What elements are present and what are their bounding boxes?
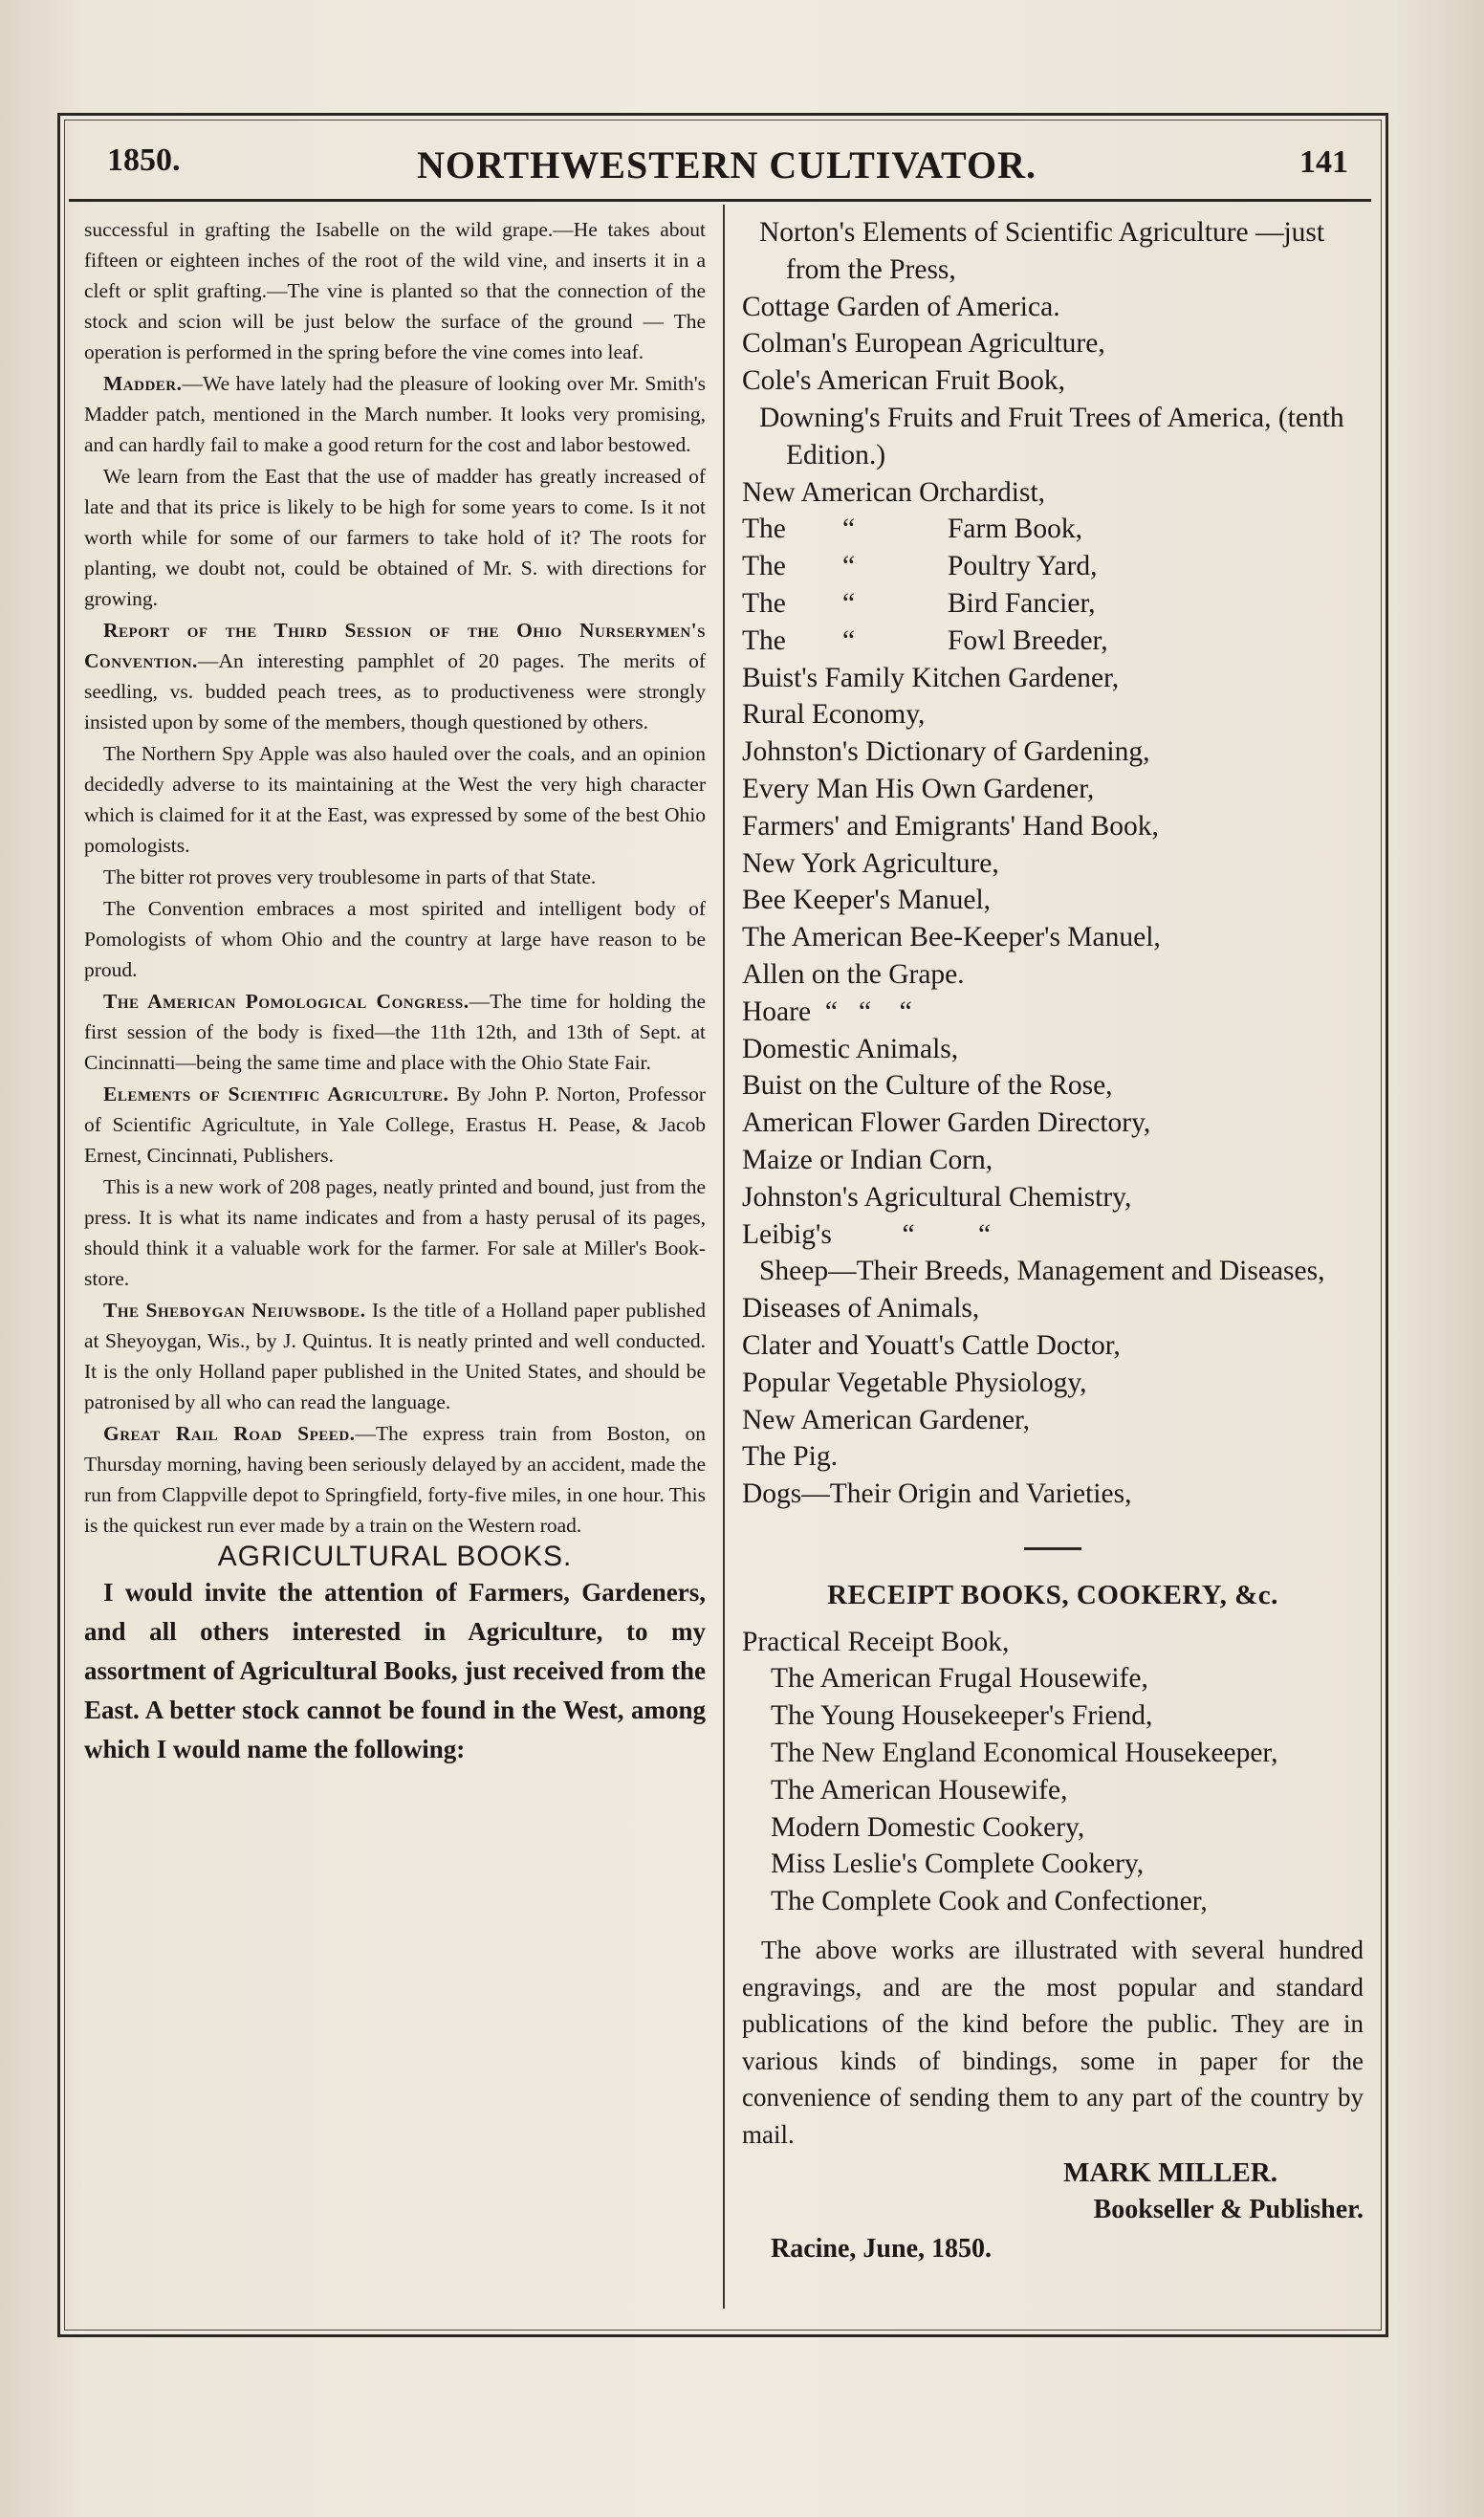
article-grafting: successful in grafting the Isabelle on the wild grape.—He takes about fifteen or eighteen inches of the root of the wild vine, and inserts it in a cleft or split grafting.—The vine is planted so that the connection of the stock and scion will be just below the surface of the ground — The operation is performed in the spring before the vine comes into leaf. xyxy=(84,218,706,363)
receipt-item: The American Housewife, xyxy=(771,1774,1068,1806)
signature-name: MARK MILLER. xyxy=(1063,2157,1277,2189)
book-item: Rural Economy, xyxy=(742,699,926,731)
ditto-row xyxy=(742,548,1364,585)
book-item: Maize or Indian Corn, xyxy=(742,1144,993,1175)
book-item: Downing's Fruits and Fruit Trees of America, (tenth Edition.) xyxy=(759,402,1344,471)
article-elements xyxy=(84,1079,706,1171)
rail-road-text: —The express train from Boston, on Thursday morning, having been seriously delayed by an accident, made the run from Clappville depot to Springfield, forty-five miles, in one hour. This is the quickest run ever made by a train on the Western road. xyxy=(84,1422,706,1537)
ditto-row xyxy=(742,511,1364,548)
column-divider xyxy=(723,205,725,2309)
receipt-item: Modern Domestic Cookery, xyxy=(771,1811,1085,1843)
agricultural-books-heading: AGRICULTURAL BOOKS. xyxy=(217,1541,573,1572)
book-item: Popular Vegetable Physiology, xyxy=(742,1367,1087,1398)
ditto-title: Bird Fancier, xyxy=(948,587,1096,619)
ditto-mark: “ xyxy=(842,514,856,545)
right-column xyxy=(742,214,1364,2267)
nursery-report-label: Report of the Third Session of the Ohio Nurserymen's Convention. xyxy=(84,619,706,672)
book-item: The American Bee-Keeper's Manuel, xyxy=(742,922,1161,953)
neiuwsbode-text: Is the title of a Holland paper published at Sheyoygan, Wis., by J. Quintus. It is neatly printed and well conducted. It is the only Holland paper published in the United States, and should be patronised by all who can read the language. xyxy=(84,1299,706,1413)
congress-label: The American Pomological Congress. xyxy=(103,990,469,1013)
book-list-b xyxy=(742,660,1364,1513)
book-item: Johnston's Dictionary of Gardening, xyxy=(742,736,1150,768)
closing-paragraph: The above works are illustrated with several hundred engravings, and are the most popular and standard publications of the kind before the public. They are in various kinds of bindings, some in paper for the convenience of sending them to any part of the country by mail. xyxy=(742,1936,1364,2149)
article-northern-spy: The Northern Spy Apple was also hauled over the coals, and an opinion decidedly adverse to its maintaining at the West the very high character which is claimed for it at the East, was expressed by some of the best Ohio pomologists. xyxy=(84,742,706,857)
ditto-title: Fowl Breeder, xyxy=(948,624,1108,656)
receipt-item: The New England Economical Housekeeper, xyxy=(771,1738,1278,1769)
neiuwsbode-label: The Sheboygan Neiuwsbode. xyxy=(103,1299,366,1322)
article-madder-price: We learn from the East that the use of madder has greatly increased of late and that its price is likely to be high for some years to come. Is it not worth while for some of our farmers to take hold of it? The roots for planting, we doubt not, could be obtained of Mr. S. with directions for growing. xyxy=(84,465,706,610)
book-item: Domestic Animals, xyxy=(742,1033,959,1064)
article-neiuwsbode xyxy=(84,1295,706,1417)
rail-road-label: Great Rail Road Speed. xyxy=(103,1422,356,1445)
receipt-item: Practical Receipt Book, xyxy=(742,1626,1010,1657)
ditto-article: The xyxy=(742,624,786,656)
book-item: Every Man His Own Gardener, xyxy=(742,773,1095,804)
receipt-list xyxy=(742,1624,1364,1920)
ditto-row xyxy=(742,585,1364,623)
elements-label: Elements of Scientific Agriculture. xyxy=(103,1083,449,1105)
book-item: Clater and Youatt's Cattle Doctor, xyxy=(742,1329,1121,1361)
receipt-item: Miss Leslie's Complete Cookery, xyxy=(771,1849,1145,1880)
article-rail-road xyxy=(84,1418,706,1541)
book-item: Dogs—Their Origin and Varieties, xyxy=(742,1478,1132,1510)
header-title: NORTHWESTERN CULTIVATOR. xyxy=(417,143,1037,186)
ditto-mark: “ xyxy=(842,624,856,656)
book-item: Diseases of Animals, xyxy=(742,1293,980,1324)
nursery-report-text: —An interesting pamphlet of 20 pages. The merits of seedling, vs. budded peach trees, as to productiveness were strongly insisted upon by some of the members, though questioned by others. xyxy=(84,649,706,733)
receipt-books-heading: RECEIPT BOOKS, COOKERY, &c. xyxy=(827,1579,1278,1610)
book-item: New American Gardener, xyxy=(742,1404,1031,1435)
book-item: Buist's Family Kitchen Gardener, xyxy=(742,662,1120,693)
book-item: The Pig. xyxy=(742,1441,838,1473)
book-item: Sheep—Their Breeds, Management and Diseases, xyxy=(759,1256,1325,1287)
book-item: New York Agriculture, xyxy=(742,847,999,879)
receipt-item: The American Frugal Housewife, xyxy=(771,1663,1148,1695)
header-page-number: 141 xyxy=(1299,144,1348,180)
book-item: Buist on the Culture of the Rose, xyxy=(742,1070,1113,1102)
article-bitter-rot: The bitter rot proves very troublesome in parts of that State. xyxy=(103,865,597,888)
book-item: Bee Keeper's Manuel, xyxy=(742,885,992,916)
article-pomological-congress xyxy=(84,986,706,1078)
madder-label: Madder. xyxy=(103,372,183,395)
left-column xyxy=(84,214,706,1770)
book-item: American Flower Garden Directory, xyxy=(742,1107,1151,1139)
book-item: Cole's American Fruit Book, xyxy=(742,365,1065,397)
article-madder xyxy=(84,368,706,460)
article-new-work: This is a new work of 208 pages, neatly printed and bound, just from the press. It is what its name indicates and from a hasty perusal of its pages, should think it a valuable work for the farmer. For sale at Miller's Book-store. xyxy=(84,1175,706,1290)
elements-text: By John P. Norton, Professor of Scientific Agricultute, in Yale College, Erastus H. Pease, & Jacob Ernest, Cincinnati, Publishers. xyxy=(84,1083,707,1167)
book-item: Johnston's Agricultural Chemistry, xyxy=(742,1181,1132,1213)
article-nursery-report xyxy=(84,615,706,737)
ditto-article: The xyxy=(742,514,786,545)
article-convention: The Convention embraces a most spirited and intelligent body of Pomologists of whom Ohio and the country at large have reason to be proud. xyxy=(84,897,706,981)
book-list-a xyxy=(742,214,1364,511)
congress-text: —The time for holding the first session of the body is fixed—the 11th 12th, and 13th of Sept. at Cincinnatti—being the same time and place with the Ohio State Fair. xyxy=(84,990,706,1074)
receipt-item: The Complete Cook and Confectioner, xyxy=(771,1886,1208,1917)
dateline: Racine, June, 1850. xyxy=(771,2233,992,2264)
ditto-article: The xyxy=(742,587,786,619)
ditto-list xyxy=(742,511,1364,659)
agricultural-books-intro: I would invite the attention of Farmers, Gardeners, and all others interested in Agriculture, to my assortment of Agricultural Books, just received from the East. A better stock cannot be found in the West, among which I would name the following: xyxy=(84,1578,706,1763)
ditto-title: Farm Book, xyxy=(948,514,1082,545)
book-item: Cottage Garden of America. xyxy=(742,291,1060,322)
book-item: Hoare “ “ “ xyxy=(742,996,912,1027)
book-item: Farmers' and Emigrants' Hand Book, xyxy=(742,810,1159,842)
signature-title: Bookseller & Publisher. xyxy=(1093,2194,1364,2224)
header-rule xyxy=(69,199,1371,202)
ditto-mark: “ xyxy=(842,587,856,619)
header-year: 1850. xyxy=(107,142,181,178)
book-item: Norton's Elements of Scientific Agriculture —just from the Press, xyxy=(759,217,1325,285)
ditto-mark: “ xyxy=(842,551,856,582)
receipt-item: The Young Housekeeper's Friend, xyxy=(771,1700,1153,1732)
madder-text: —We have lately had the pleasure of looking over Mr. Smith's Madder patch, mentioned in the March number. It looks very promising, and can hardly fail to make a good return for the cost and labor bestowed. xyxy=(84,372,706,456)
book-item: New American Orchardist, xyxy=(742,476,1046,508)
ditto-row xyxy=(742,623,1364,660)
page-header xyxy=(96,139,1358,196)
section-divider xyxy=(1024,1547,1081,1550)
ditto-title: Poultry Yard, xyxy=(948,551,1098,582)
book-item: Leibig's “ “ xyxy=(742,1218,992,1250)
book-item: Colman's European Agriculture, xyxy=(742,328,1105,360)
book-item: Allen on the Grape. xyxy=(742,958,965,990)
ditto-article: The xyxy=(742,551,786,582)
